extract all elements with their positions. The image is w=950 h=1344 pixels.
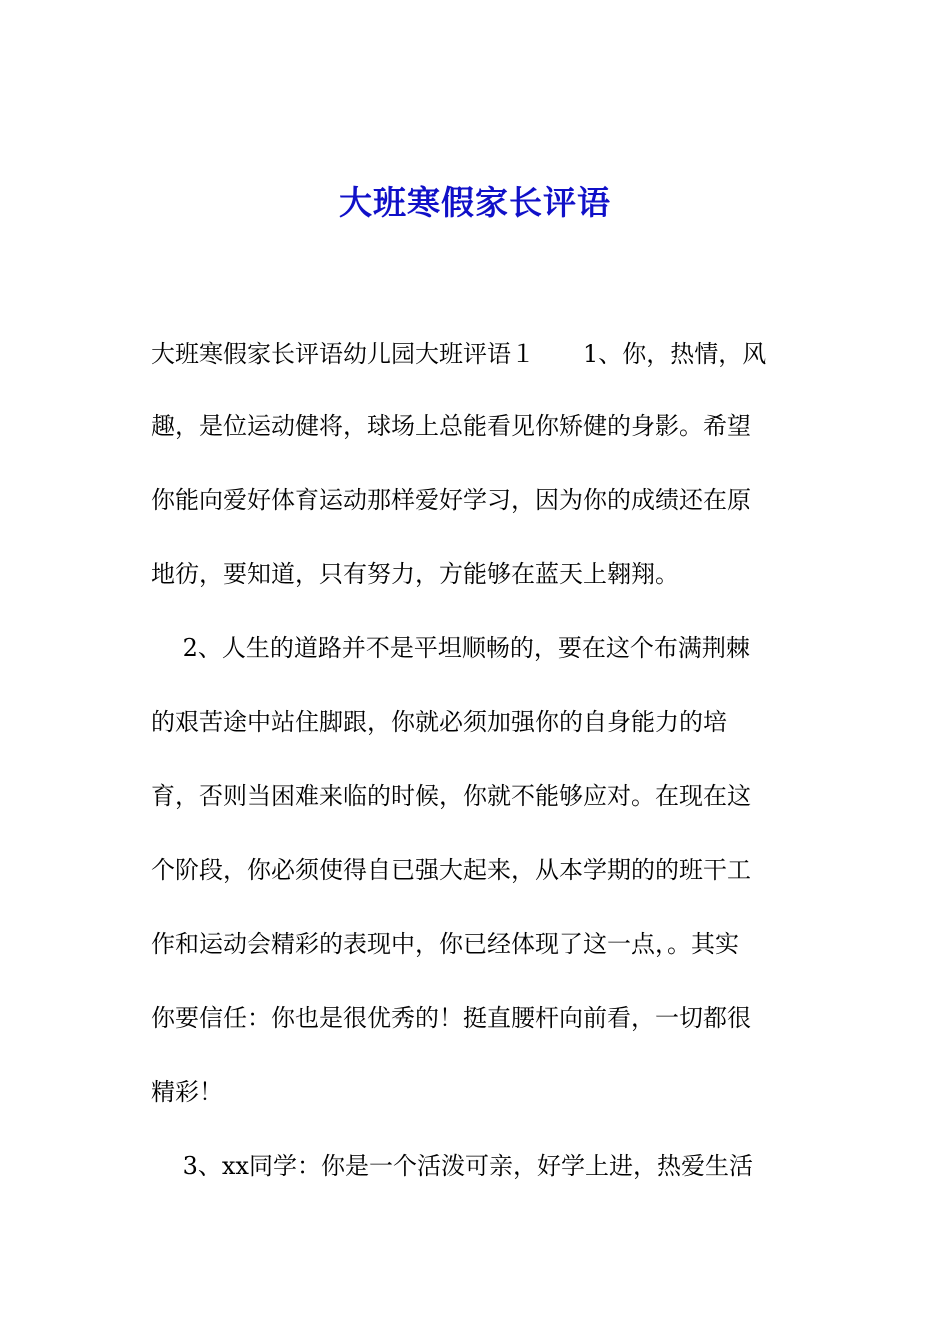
body-line-11: 精彩！: [151, 1078, 223, 1106]
body-line-5: 2、人生的道路并不是平坦顺畅的，要在这个布满荆棘: [151, 634, 750, 662]
body-line-8: 个阶段，你必须使得自已强大起来，从本学期的的班干工: [151, 856, 751, 884]
document-title: 大班寒假家长评语: [339, 183, 611, 222]
body-line-12: 3、xx同学：你是一个活泼可亲，好学上进，热爱生活: [151, 1152, 753, 1180]
body-line-1: 大班寒假家长评语幼儿园大班评语１ 1、你，热情，风: [151, 340, 767, 368]
body-line-2: 趣，是位运动健将，球场上总能看见你矫健的身影。希望: [151, 412, 751, 440]
body-line-7: 育，否则当困难来临的时候，你就不能够应对。在现在这: [151, 782, 751, 810]
body-line-4: 地彷，要知道，只有努力，方能够在蓝天上翱翔。: [151, 560, 679, 588]
body-line-3: 你能向爱好体育运动那样爱好学习，因为你的成绩还在原: [151, 486, 751, 514]
body-line-9: 作和运动会精彩的表现中，你已经体现了这一点，。其实: [151, 930, 739, 958]
body-line-6: 的艰苦途中站住脚跟，你就必须加强你的自身能力的培: [151, 708, 727, 736]
body-line-10: 你要信任：你也是很优秀的！挺直腰杆向前看，一切都很: [151, 1004, 751, 1032]
